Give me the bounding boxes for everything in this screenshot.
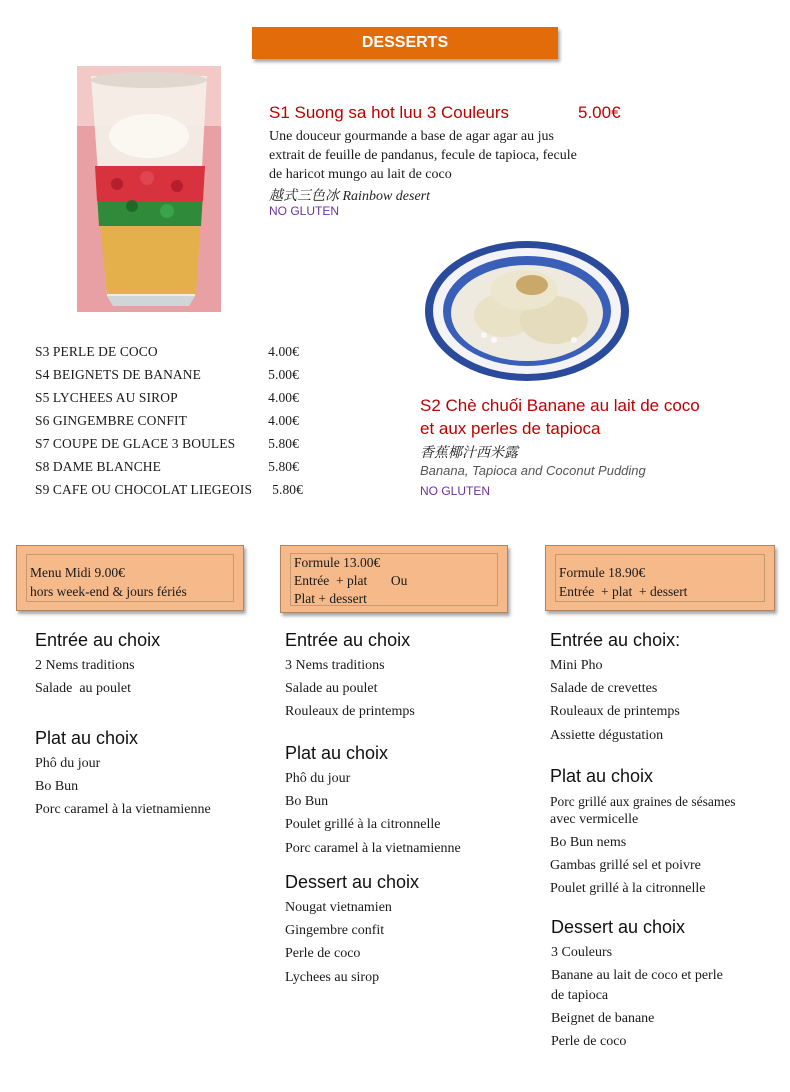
list-item: Perle de coco [285, 946, 361, 961]
list-item: Bo Bun [35, 779, 79, 794]
menu-midi-box: Menu Midi 9.00€ hors week-end & jours fériés [16, 545, 244, 611]
list-item: Phô du jour [285, 771, 351, 786]
list-item: Porc grillé aux graines de sésames [550, 794, 736, 809]
page-header [252, 27, 558, 59]
list-item: Phô du jour [35, 756, 101, 771]
list-item: Poulet grillé à la citronnelle [550, 881, 706, 896]
list-item: Banane au lait de coco et perle [551, 968, 723, 983]
section-title: Plat au choix [550, 766, 654, 786]
list-item: Gambas grillé sel et poivre [550, 858, 701, 873]
list-item: Gingembre confit [285, 923, 385, 938]
section-title: Plat au choix [285, 743, 389, 763]
list-item: Lychees au sirop [285, 970, 380, 985]
s1-title [269, 103, 509, 123]
list-item: S4 BEIGNETS DE BANANE 5.00€ [35, 367, 299, 382]
page-title: DESSERTS [361, 34, 449, 51]
s2-title-line2: et aux perles de tapioca [420, 419, 601, 438]
section-title: Dessert au choix [285, 872, 420, 892]
section-title: Entrée au choix [285, 630, 411, 650]
formule-18-box: Formule 18.90€ Entrée + plat + dessert [545, 545, 775, 611]
list-item: Nougat vietnamien [285, 900, 392, 915]
s1-description: Une douceur gourmande a base de agar agar au jus extrait de feuille de pandanus, fecule de tapioca, fecule de haricot mungo au lait de coco [269, 129, 577, 182]
list-item: Bo Bun nems [550, 835, 627, 850]
s1-gluten-badge: NO GLUTEN [269, 204, 340, 218]
banana-pudding-photo [424, 240, 630, 382]
dessert-price-list [35, 340, 305, 501]
list-item: avec vermicelle [550, 812, 639, 827]
list-item: Bo Bun [285, 794, 329, 809]
s1-chinese-name: 越式三色冰 Rainbow desert [269, 189, 430, 204]
list-item: S3 PERLE DE COCO 4.00€ [35, 344, 299, 359]
list-item: Salade au poulet [285, 681, 378, 696]
s2-title-line1: S2 Chè chuối Banane au lait de coco [420, 396, 700, 415]
list-item: Salade de crevettes [550, 681, 658, 696]
list-item: Porc caramel à la vietnamienne [35, 802, 211, 817]
list-item: 3 Nems traditions [285, 658, 385, 673]
section-title: Entrée au choix [35, 630, 161, 650]
list-item: Assiette dégustation [550, 728, 664, 743]
s2-english-name: Banana, Tapioca and Coconut Pudding [420, 463, 646, 478]
s2-chinese-name: 香蕉椰汁西米露 [420, 446, 518, 461]
list-item: Rouleaux de printemps [550, 704, 680, 719]
list-item: S7 COUPE DE GLACE 3 BOULES 5.80€ [35, 436, 299, 451]
section-title: Plat au choix [35, 728, 139, 748]
list-item: S8 DAME BLANCHE 5.80€ [35, 459, 299, 474]
list-item: de tapioca [551, 988, 609, 1003]
bowl-illustration [424, 240, 630, 382]
section-title: Dessert au choix [551, 917, 686, 937]
list-item: Beignet de banane [551, 1011, 655, 1026]
s1-price: 5.00€ [578, 103, 621, 122]
section-title: Entrée au choix: [550, 630, 681, 650]
formule-13-box: Formule 13.00€ Entrée + plat Ou Plat + dessert [280, 545, 508, 613]
list-item: S5 LYCHEES AU SIROP 4.00€ [35, 390, 299, 405]
s2-gluten-badge: NO GLUTEN [420, 484, 491, 498]
list-item: Mini Pho [550, 658, 603, 673]
rainbow-dessert-photo [77, 66, 221, 312]
list-item: Poulet grillé à la citronnelle [285, 817, 441, 832]
list-item: Porc caramel à la vietnamienne [285, 841, 461, 856]
list-item: S6 GINGEMBRE CONFIT 4.00€ [35, 413, 299, 428]
list-item: 3 Couleurs [551, 945, 613, 960]
list-item: Salade au poulet [35, 681, 132, 696]
list-item: Rouleaux de printemps [285, 704, 415, 719]
list-item: Perle de coco [551, 1034, 627, 1049]
list-item: S9 CAFE OU CHOCOLAT LIEGEOIS 5.80€ [35, 482, 303, 497]
glass-illustration [77, 66, 221, 312]
s1-name: S1 Suong sa hot luu 3 Couleurs [269, 103, 510, 122]
list-item: 2 Nems traditions [35, 658, 135, 673]
